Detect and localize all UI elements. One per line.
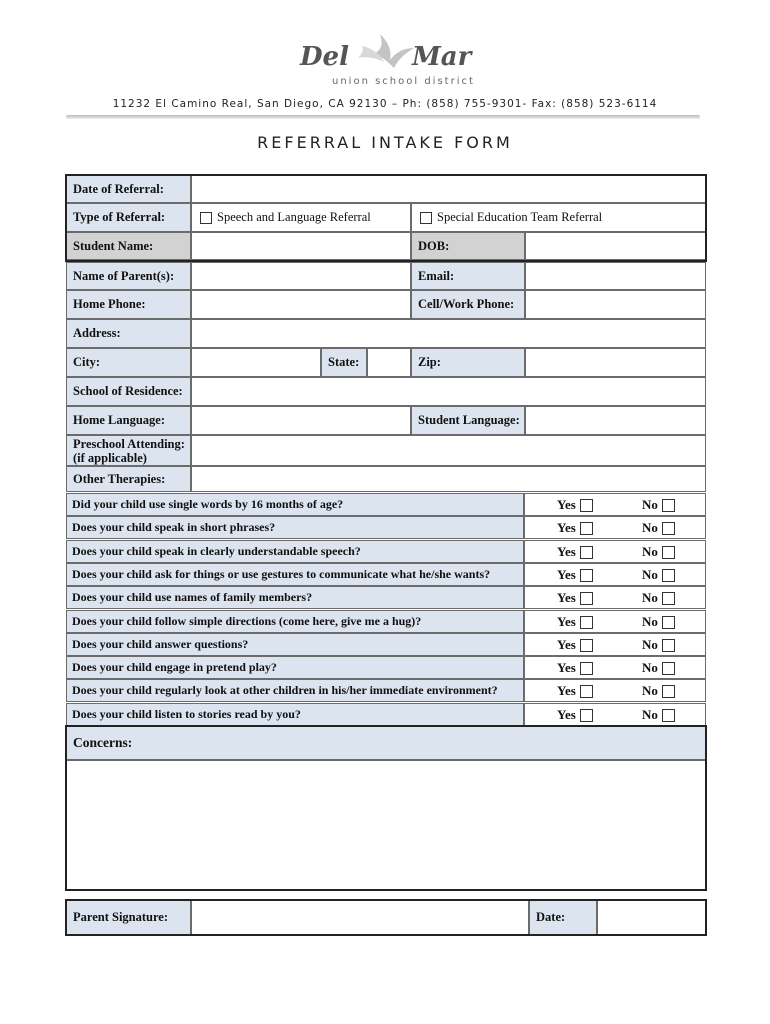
speech-referral-checkbox[interactable] <box>200 212 212 224</box>
date-of-referral-label: Date of Referral: <box>66 175 191 203</box>
yes-checkbox[interactable] <box>580 592 593 605</box>
dob-label: DOB: <box>411 232 525 260</box>
home-language-field[interactable] <box>191 406 411 435</box>
no-checkbox[interactable] <box>662 685 675 698</box>
parent-signature-field[interactable] <box>191 900 529 935</box>
home-phone-field[interactable] <box>191 290 411 319</box>
district-address: 11232 El Camino Real, San Diego, CA 92130 – Ph: (858) 755-9301- Fax: (858) 523-6114 <box>112 98 658 110</box>
type-of-referral-label: Type of Referral: <box>66 203 191 232</box>
no-option[interactable] <box>642 567 675 583</box>
student-name-field[interactable] <box>191 232 411 260</box>
student-language-label: Student Language: <box>411 406 525 435</box>
logo-wordmark: Del Mar <box>300 42 472 72</box>
email-label: Email: <box>411 262 525 290</box>
yes-label: Yes <box>557 520 576 535</box>
question-answer <box>524 493 706 516</box>
yes-checkbox[interactable] <box>580 685 593 698</box>
question-answer <box>524 656 706 679</box>
date-of-referral-field[interactable] <box>191 175 706 203</box>
sped-referral-label: Special Education Team Referral <box>437 210 603 224</box>
preschool-field[interactable] <box>191 435 706 466</box>
question-answer <box>524 633 706 656</box>
no-option[interactable] <box>642 520 675 536</box>
no-label: No <box>642 707 658 722</box>
no-option[interactable] <box>642 544 675 560</box>
logo-tagline: union school district <box>332 76 475 87</box>
question-text: Does your child speak in clearly understandable speech? <box>66 540 524 563</box>
concerns-field[interactable] <box>66 760 706 890</box>
zip-field[interactable] <box>525 348 706 377</box>
question-text: Does your child regularly look at other children in his/her immediate environment? <box>66 679 524 702</box>
parent-name-label: Name of Parent(s): <box>66 262 191 290</box>
no-label: No <box>642 590 658 605</box>
email-field[interactable] <box>525 262 706 290</box>
question-text: Does your child engage in pretend play? <box>66 656 524 679</box>
preschool-label-line1: Preschool Attending: <box>73 436 185 451</box>
no-option[interactable] <box>642 637 675 653</box>
yes-label: Yes <box>557 544 576 559</box>
no-option[interactable] <box>642 614 675 630</box>
city-label: City: <box>66 348 191 377</box>
question-text: Does your child use names of family members? <box>66 586 524 609</box>
yes-label: Yes <box>557 590 576 605</box>
address-label: Address: <box>66 319 191 348</box>
question-text: Does your child follow simple directions (come here, give me a hug)? <box>66 610 524 633</box>
parent-signature-label: Parent Signature: <box>66 900 191 935</box>
cell-phone-field[interactable] <box>525 290 706 319</box>
yes-label: Yes <box>557 614 576 629</box>
no-label: No <box>642 683 658 698</box>
no-option[interactable] <box>642 590 675 606</box>
yes-label: Yes <box>557 707 576 722</box>
other-therapies-label: Other Therapies: <box>66 466 191 492</box>
no-checkbox[interactable] <box>662 709 675 722</box>
yes-option[interactable] <box>557 567 593 583</box>
no-option[interactable] <box>642 683 675 699</box>
no-checkbox[interactable] <box>662 546 675 559</box>
speech-referral-option[interactable] <box>191 203 411 232</box>
yes-checkbox[interactable] <box>580 499 593 512</box>
yes-label: Yes <box>557 683 576 698</box>
dob-field[interactable] <box>525 232 706 260</box>
yes-checkbox[interactable] <box>580 709 593 722</box>
yes-option[interactable] <box>557 614 593 630</box>
no-label: No <box>642 660 658 675</box>
yes-option[interactable] <box>557 683 593 699</box>
state-label: State: <box>321 348 367 377</box>
student-language-field[interactable] <box>525 406 706 435</box>
no-label: No <box>642 520 658 535</box>
yes-option[interactable] <box>557 637 593 653</box>
yes-label: Yes <box>557 660 576 675</box>
no-label: No <box>642 544 658 559</box>
no-label: No <box>642 637 658 652</box>
question-answer <box>524 540 706 563</box>
no-checkbox[interactable] <box>662 616 675 629</box>
concerns-label: Concerns: <box>66 726 706 760</box>
question-text: Does your child answer questions? <box>66 633 524 656</box>
signature-date-label: Date: <box>529 900 597 935</box>
parent-name-field[interactable] <box>191 262 411 290</box>
yes-option[interactable] <box>557 520 593 536</box>
question-text: Does your child ask for things or use gestures to communicate what he/she wants? <box>66 563 524 586</box>
no-label: No <box>642 497 658 512</box>
no-checkbox[interactable] <box>662 569 675 582</box>
student-name-label: Student Name: <box>66 232 191 260</box>
no-checkbox[interactable] <box>662 639 675 652</box>
cell-phone-label: Cell/Work Phone: <box>411 290 525 319</box>
school-field[interactable] <box>191 377 706 406</box>
no-checkbox[interactable] <box>662 522 675 535</box>
question-text: Does your child listen to stories read by you? <box>66 703 524 726</box>
question-answer <box>524 610 706 633</box>
city-field[interactable] <box>191 348 321 377</box>
other-therapies-field[interactable] <box>191 466 706 492</box>
yes-checkbox[interactable] <box>580 546 593 559</box>
no-option[interactable] <box>642 707 675 723</box>
yes-checkbox[interactable] <box>580 522 593 535</box>
question-answer <box>524 516 706 539</box>
yes-checkbox[interactable] <box>580 639 593 652</box>
no-option[interactable] <box>642 660 675 676</box>
yes-checkbox[interactable] <box>580 616 593 629</box>
no-checkbox[interactable] <box>662 592 675 605</box>
header-divider <box>66 115 700 119</box>
question-answer <box>524 563 706 586</box>
zip-label: Zip: <box>411 348 525 377</box>
yes-option[interactable] <box>557 497 593 513</box>
question-text: Does your child speak in short phrases? <box>66 516 524 539</box>
question-answer <box>524 586 706 609</box>
yes-checkbox[interactable] <box>580 662 593 675</box>
no-checkbox[interactable] <box>662 662 675 675</box>
home-language-label: Home Language: <box>66 406 191 435</box>
yes-label: Yes <box>557 497 576 512</box>
state-field[interactable] <box>367 348 411 377</box>
yes-label: Yes <box>557 637 576 652</box>
sped-referral-option[interactable] <box>411 203 706 232</box>
address-field[interactable] <box>191 319 706 348</box>
question-answer <box>524 703 706 726</box>
preschool-label-line2: (if applicable) <box>73 450 147 465</box>
question-text: Did your child use single words by 16 months of age? <box>66 493 524 516</box>
no-label: No <box>642 567 658 582</box>
home-phone-label: Home Phone: <box>66 290 191 319</box>
yes-option[interactable] <box>557 544 593 560</box>
yes-option[interactable] <box>557 590 593 606</box>
no-option[interactable] <box>642 497 675 513</box>
question-answer <box>524 679 706 702</box>
no-label: No <box>642 614 658 629</box>
yes-label: Yes <box>557 567 576 582</box>
sped-referral-checkbox[interactable] <box>420 212 432 224</box>
school-label: School of Residence: <box>66 377 191 406</box>
speech-referral-label: Speech and Language Referral <box>217 210 371 224</box>
preschool-label <box>66 435 191 466</box>
yes-option[interactable] <box>557 660 593 676</box>
page-title: REFERRAL INTAKE FORM <box>257 133 513 152</box>
yes-checkbox[interactable] <box>580 569 593 582</box>
signature-date-field[interactable] <box>597 900 706 935</box>
yes-option[interactable] <box>557 707 593 723</box>
no-checkbox[interactable] <box>662 499 675 512</box>
